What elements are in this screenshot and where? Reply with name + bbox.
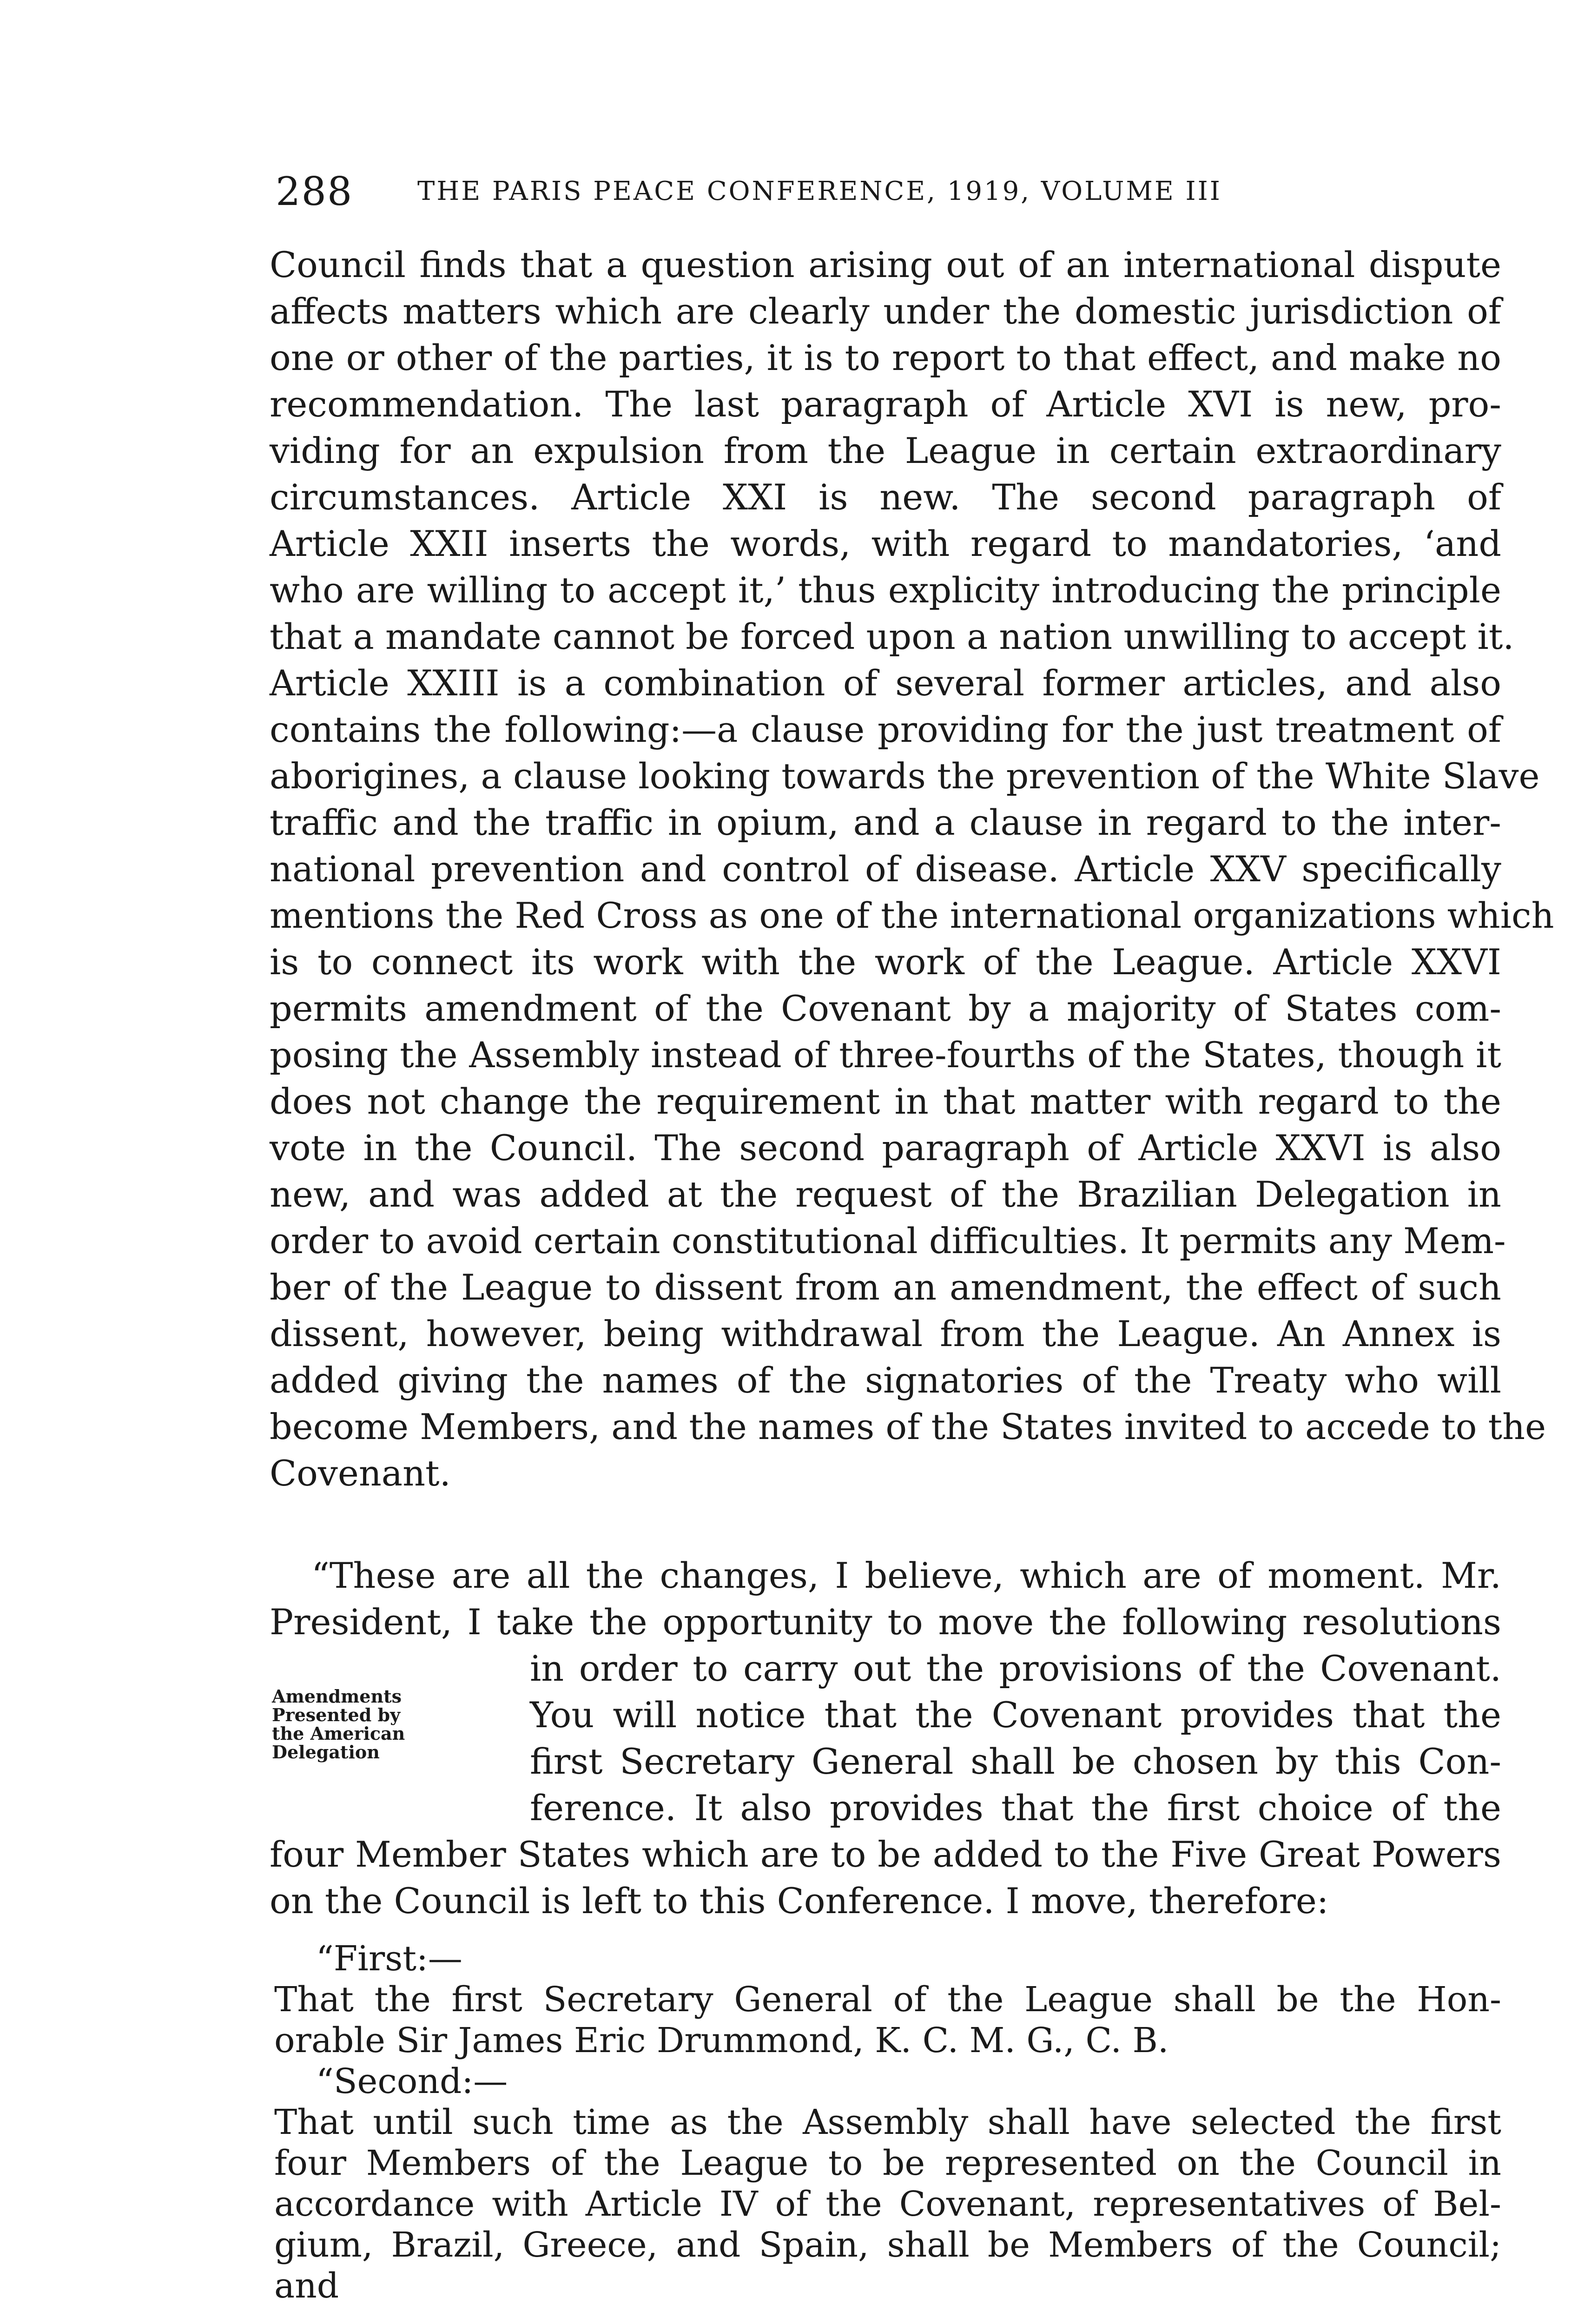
resolution-heading: “First:— bbox=[316, 1939, 462, 1979]
text-line: aborigines, a clause looking towards the prevention of the White Slave bbox=[270, 755, 1540, 797]
text-line: Council finds that a question arising out of an international dispute bbox=[270, 244, 1501, 285]
text-line: in order to carry out the provisions of the Covenant. bbox=[530, 1648, 1501, 1689]
text-line: ference. It also provides that the first choice of the bbox=[530, 1787, 1501, 1829]
text-line: that a mandate cannot be forced upon a nation unwilling to accept it. bbox=[270, 616, 1514, 657]
text-line: does not change the requirement in that matter with regard to the bbox=[270, 1081, 1501, 1122]
running-head: THE PARIS PEACE CONFERENCE, 1919, VOLUME III bbox=[417, 176, 1222, 206]
margin-note-line: the American bbox=[272, 1723, 405, 1744]
text-line: viding for an expulsion from the League in certain extraordinary bbox=[270, 430, 1501, 471]
text-line: That until such time as the Assembly shall have selected the first bbox=[274, 2102, 1501, 2142]
margin-note-line: Delegation bbox=[272, 1742, 380, 1763]
text-line: posing the Assembly instead of three-fourths of the States, though it bbox=[270, 1034, 1501, 1076]
text-line: is to connect its work with the work of the League. Article XXVI bbox=[270, 941, 1501, 983]
text-line: ber of the League to dissent from an amendment, the effect of such bbox=[270, 1267, 1501, 1308]
text-line: national prevention and control of disease. Article XXV specifically bbox=[270, 848, 1501, 890]
text-line: contains the following:—a clause providing for the just treatment of bbox=[270, 709, 1501, 750]
text-line: who are willing to accept it,’ thus explicity introducing the principle bbox=[270, 569, 1501, 611]
text-line: added giving the names of the signatories of the Treaty who will bbox=[270, 1360, 1501, 1401]
text-line: orable Sir James Eric Drummond, K. C. M. G., C. B. bbox=[274, 2020, 1169, 2060]
margin-note-line: Amendments bbox=[272, 1686, 402, 1707]
text-line: four Member States which are to be added to the Five Great Powers bbox=[270, 1834, 1501, 1875]
text-line: Article XXII inserts the words, with regard to mandatories, ‘and bbox=[270, 523, 1501, 564]
text-line: dissent, however, being withdrawal from the League. An Annex is bbox=[270, 1313, 1501, 1354]
margin-note bbox=[272, 1687, 467, 1762]
text-line: recommendation. The last paragraph of Article XVI is new, pro- bbox=[270, 383, 1501, 425]
text-line: on the Council is left to this Conference. I move, therefore: bbox=[270, 1880, 1329, 1921]
text-line: order to avoid certain constitutional difficulties. It permits any Mem- bbox=[270, 1220, 1506, 1261]
page-header bbox=[276, 164, 1391, 219]
text-line: You will notice that the Covenant provides that the bbox=[530, 1694, 1501, 1736]
text-line: Article XXIII is a combination of several former articles, and also bbox=[270, 662, 1501, 704]
text-line: one or other of the parties, it is to report to that effect, and make no bbox=[270, 337, 1501, 378]
text-line: first Secretary General shall be chosen by this Con- bbox=[530, 1741, 1501, 1782]
text-line: affects matters which are clearly under the domestic jurisdiction of bbox=[270, 290, 1501, 332]
resolution-heading: “Second:— bbox=[316, 2061, 508, 2101]
text-line: and bbox=[274, 2266, 339, 2306]
text-line: permits amendment of the Covenant by a majority of States com- bbox=[270, 988, 1501, 1029]
text-line: circumstances. Article XXI is new. The second paragraph of bbox=[270, 476, 1501, 518]
text-line: traffic and the traffic in opium, and a clause in regard to the inter- bbox=[270, 802, 1501, 843]
text-line: That the first Secretary General of the League shall be the Hon- bbox=[274, 1980, 1501, 2020]
text-line: Covenant. bbox=[270, 1452, 451, 1494]
text-line: accordance with Article IV of the Covenant, representatives of Bel- bbox=[274, 2184, 1501, 2224]
text-line: gium, Brazil, Greece, and Spain, shall be Members of the Council; bbox=[274, 2225, 1501, 2265]
text-line: four Members of the League to be represented on the Council in bbox=[274, 2143, 1501, 2183]
text-line: “These are all the changes, I believe, which are of moment. Mr. bbox=[311, 1555, 1501, 1596]
text-line: become Members, and the names of the States invited to accede to the bbox=[270, 1406, 1546, 1447]
margin-note-line: Presented by bbox=[272, 1704, 401, 1725]
text-line: vote in the Council. The second paragraph of Article XXVI is also bbox=[270, 1127, 1501, 1169]
text-line: mentions the Red Cross as one of the international organizations which bbox=[270, 895, 1554, 936]
page-number: 288 bbox=[276, 169, 353, 214]
text-line: new, and was added at the request of the Brazilian Delegation in bbox=[270, 1174, 1501, 1215]
text-line: President, I take the opportunity to move the following resolutions bbox=[270, 1601, 1501, 1643]
